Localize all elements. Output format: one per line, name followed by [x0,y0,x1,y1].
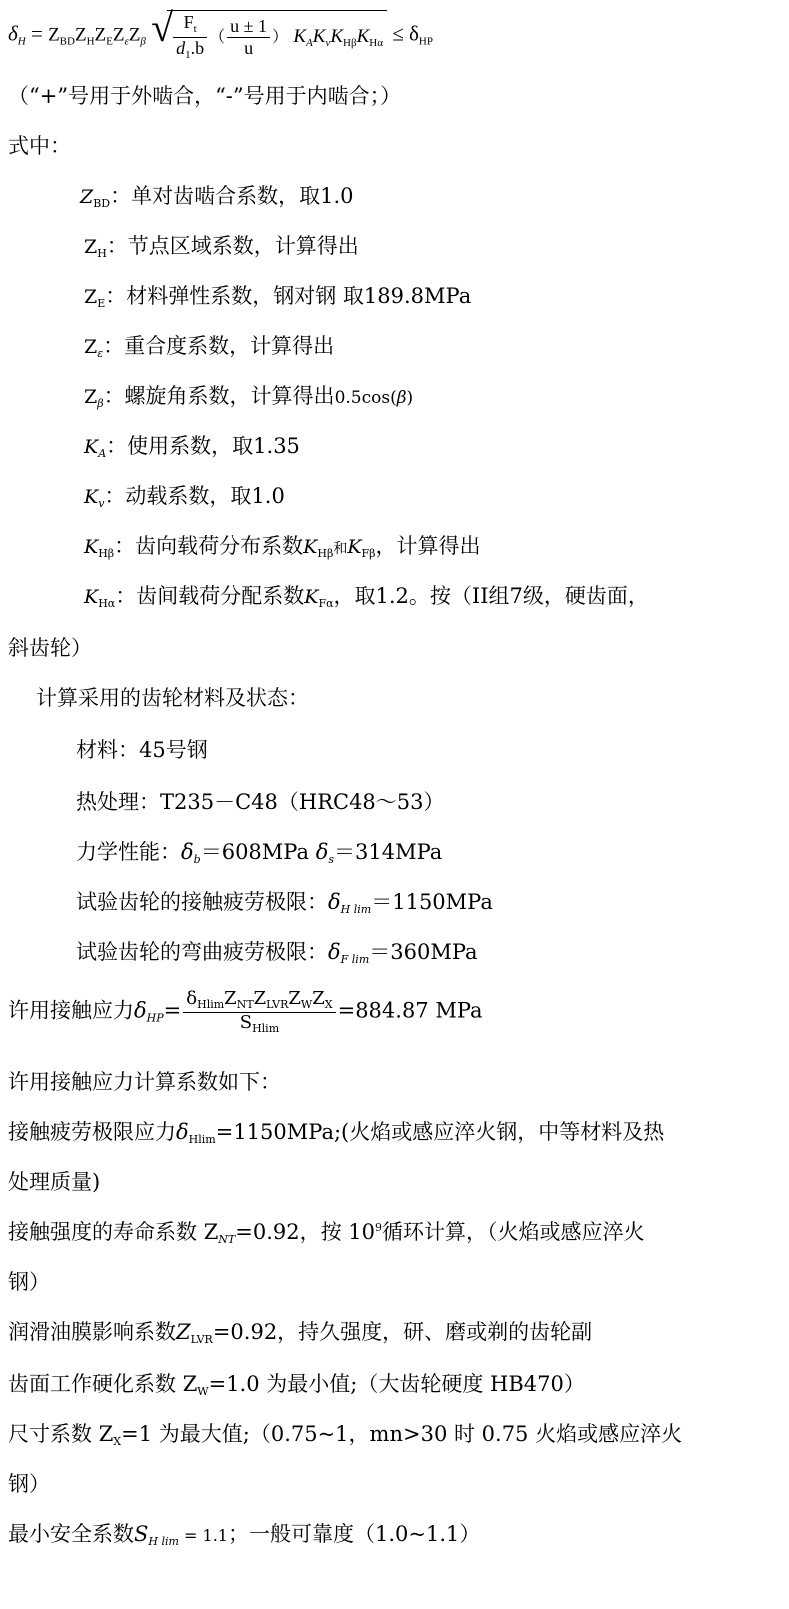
coef-symbol: Z [176,1320,191,1344]
material-header: 计算采用的齿轮材料及状态： [36,686,309,710]
formula-subscript: ε [124,35,129,48]
def-text: ：齿向载荷分布系数 [114,534,304,558]
def-formula: 0.5cos( [334,388,397,408]
formula-subscript: HP [418,35,433,48]
formula-subscript: Hlim [252,1021,280,1035]
mech-subscript: s [328,853,334,866]
formula-subscript: 1 [185,48,191,61]
formula-subscript: NT [236,998,254,1011]
def-symbol: K [84,486,99,508]
coef-subscript: W [197,1385,209,1398]
def-conjunction: 和 [333,541,348,557]
fraction-denominator: d [176,37,186,58]
def-symbol: K [84,586,99,608]
formula-subscript: LVR [266,998,289,1011]
coef-value: = 1.1 [178,1526,228,1545]
formula-symbol: Z [74,24,87,46]
formula-subscript: HP [146,1011,164,1025]
def-symbol: Z [80,186,94,208]
definition-z-beta [84,386,413,409]
formula-symbol: K [330,25,344,47]
formula-operator: ≤ [392,21,404,46]
life-coefficient-continuation: 钢） [8,1270,50,1294]
mech-subscript: b [193,853,201,866]
def-text: ，计算得出 [375,534,481,558]
formula-subscript: v [325,36,331,49]
def-subscript: E [97,297,106,310]
formula-symbol: Z [128,24,141,46]
def-symbol: Z [84,286,98,308]
def-formula-beta: β [396,388,407,408]
coef-label: 最小安全系数 [8,1522,134,1546]
limit-subscript: F lim [340,953,370,966]
fraction-denominator-rest: .b [190,37,205,58]
definition-z-e [84,286,471,309]
formula-symbol: δ [409,21,419,46]
def-symbol: K [304,586,319,608]
bending-fatigue-limit [76,942,478,965]
square-root [151,5,387,61]
coefficient-header: 许用接触应力计算系数如下： [8,1070,281,1094]
formula-subscript: W [300,998,313,1011]
limit-label: 试验齿轮的弯曲疲劳极限： [76,940,328,964]
formula-operator: = [30,21,43,46]
formula-subscript: BD [59,35,75,48]
fraction-ratio [227,17,270,58]
def-formula-close: ) [406,388,414,408]
formula-subscript: β [140,35,146,48]
coef-symbol: Z [182,1372,198,1396]
formula-symbol: δ [8,21,18,46]
work-hardening-coefficient [8,1374,585,1397]
formula-symbol: Z [288,988,301,1009]
fraction-denominator: u [244,37,254,58]
coef-symbol: Z [203,1220,219,1244]
def-symbol: K [347,536,362,558]
limit-symbol: δ [328,890,341,914]
material: 材料：45号钢 [76,738,208,762]
coef-symbol: δ [176,1120,189,1144]
formula-symbol: K [293,25,307,47]
coef-symbol: S [134,1522,149,1546]
limit-value: ＝1150MPa [371,890,493,914]
limit-subscript: H lim [340,903,372,916]
fraction-numerator: F [183,12,194,32]
formula-subscript: Hlim [197,998,225,1011]
mech-label: 力学性能： [76,840,181,864]
fraction-denominator: S [239,1011,253,1033]
def-subscript: Fα [318,597,334,610]
coef-text: 循环计算，（火焰或感应淬火 [382,1220,645,1244]
def-subscript: A [98,447,107,460]
definition-k-h-alpha [84,586,649,609]
formula-subscript: E [106,35,113,48]
def-subscript: Hα [98,597,116,610]
mech-symbol: δ [181,840,194,864]
coef-subscript: Hlim [188,1133,216,1146]
mech-value: ＝314MPa [334,840,443,864]
definition-z-bd [80,186,354,209]
size-coefficient-continuation: 钢） [8,1472,50,1496]
definition-z-h [84,236,359,259]
limit-symbol: δ [328,940,341,964]
size-coefficient [8,1424,682,1447]
formula-subscript: t [193,23,197,35]
allowable-label: 许用接触应力 [8,998,134,1023]
mech-value: ＝608MPa [200,840,309,864]
coef-label: 接触强度的寿命系数 [8,1220,204,1244]
contact-fatigue-stress [8,1122,664,1145]
formula-symbol: δ [134,998,147,1023]
formula-symbol: Z [224,988,237,1009]
def-symbol: K [303,536,318,558]
def-subscript: ε [97,347,104,360]
definition-k-v [84,486,285,509]
def-text: ：螺旋角系数，计算得出 [103,384,335,408]
formula-symbol: K [312,25,326,47]
formula-symbol: Z [312,988,325,1009]
radical-sign: √ [151,5,174,50]
formula-subscript: H [86,35,95,48]
coef-subscript: NT [218,1233,236,1246]
coef-label: 接触疲劳极限应力 [8,1120,176,1144]
def-text: ：齿间载荷分配系数 [115,584,305,608]
heat-treatment: 热处理：T235－C48（HRC48～53） [76,790,445,814]
coef-text: =0.92，持久强度，研、磨或剃的齿轮副 [212,1320,593,1344]
formula-subscript: X [324,998,333,1011]
allowable-result: =884.87 MPa [337,998,483,1023]
coef-text: =1150MPa;(火焰或感应淬火钢，中等材料及热 [215,1120,665,1144]
coef-subscript: X [113,1435,122,1448]
formula-subscript: H [17,35,26,48]
limit-value: ＝360MPa [369,940,478,964]
life-coefficient [8,1222,645,1245]
coef-text: =1.0 为最小值;（大齿轮硬度 HB470） [208,1372,585,1396]
where-label: 式中： [8,134,71,158]
def-subscript: BD [93,197,111,210]
formula-symbol: Z [48,24,60,46]
fraction-numerator: δ [186,988,198,1009]
def-text: ：使用系数，取1.35 [106,434,300,458]
def-symbol: Z [84,236,98,258]
coef-label: 尺寸系数 [8,1422,99,1446]
formula-subscript: Hβ [343,36,357,49]
formula-symbol: Z [253,988,267,1009]
def-symbol: Z [84,336,98,358]
definition-k-a [84,436,300,459]
coef-subscript: H lim [148,1535,179,1548]
formula-paren: （ [209,28,226,46]
limit-label: 试验齿轮的接触疲劳极限： [76,890,328,914]
def-subscript: Hβ [98,547,115,560]
definition-continuation: 斜齿轮） [8,636,92,660]
contact-stress-formula [8,5,433,61]
def-subscript: Hβ [317,547,334,560]
coef-text: =1 为最大值;（0.75~1，mn>30 时 0.75 火焰或感应淬火 [121,1422,683,1446]
coef-subscript: LVR [190,1333,213,1346]
fraction-allowable [183,990,335,1034]
formula-symbol: K [356,25,370,47]
coef-text: ；一般可靠度（1.0~1.1） [227,1522,481,1546]
fraction-force-over-width [173,13,207,61]
formula-symbol: Z [112,24,125,46]
def-subscript: v [98,497,105,510]
def-text: ：重合度系数，计算得出 [103,334,335,358]
coef-label: 齿面工作硬化系数 [8,1372,183,1396]
minimum-safety-factor [8,1524,480,1547]
def-symbol: Z [84,386,98,408]
allowable-stress-formula: 许用接触应力δHP= $\frac{\delta_{Hlim}Z_{NT}Z_{LVR}Z_WZ_X}{S_{Hlim}}$ =884.87 MPa [8,988,483,1035]
mechanical-properties [76,842,442,865]
formula-subscript: A [306,36,313,49]
def-subscript: β [97,397,104,410]
def-symbol: K [84,536,99,558]
def-text: ：动载系数，取1.0 [104,484,285,508]
contact-fatigue-continuation: 处理质量) [8,1170,101,1194]
formula-symbol: Z [94,24,107,46]
sign-note: （“+”号用于外啮合，“-”号用于内啮合；） [8,84,402,108]
formula-paren: ） [272,28,289,46]
def-text: ，取1.2。按（II组7级，硬齿面， [333,584,649,608]
coef-label: 润滑油膜影响系数 [8,1320,176,1344]
formula-subscript: Hα [369,36,383,49]
def-text: ：单对齿啮合系数，取1.0 [110,184,354,208]
coef-text: =0.92，按 10 [235,1220,376,1244]
lubrication-coefficient [8,1322,592,1345]
mech-symbol: δ [315,840,329,864]
def-symbol: K [84,436,99,458]
def-text: ：材料弹性系数，钢对钢 取189.8MPa [105,284,472,308]
coef-symbol: Z [98,1422,114,1446]
contact-fatigue-limit [76,892,493,915]
definition-z-epsilon [84,336,334,359]
fraction-numerator: u ± 1 [227,17,270,38]
radical-body [167,10,387,61]
def-text: ：节点区域系数，计算得出 [106,234,359,258]
coef-superscript: 9 [375,1221,383,1234]
def-subscript: H [97,247,107,260]
def-subscript: Fβ [361,547,376,560]
definition-k-h-beta [84,536,481,559]
